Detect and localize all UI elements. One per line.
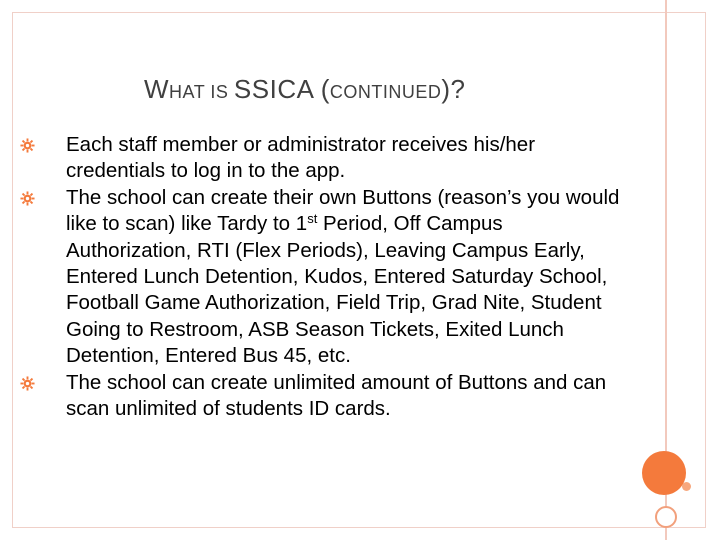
- decorative-circle-small: [655, 506, 677, 528]
- bullet-item: [20, 132, 620, 185]
- bullet-text-before: The school can create their own Buttons (reason’s you would like to scan) like Tardy to 1: [66, 185, 620, 236]
- gear-sun-icon: [20, 376, 35, 391]
- bullet-superscript: st: [307, 211, 318, 227]
- decorative-circle-large: [642, 451, 686, 495]
- bullet-item: [20, 370, 620, 423]
- bullet-text-after: Period, Off Campus Authorization, RTI (Flex Periods), Leaving Campus Early, Entered Lunch Detention, Kudos, Entered Saturday School, Football Game Authorization, Field Trip, Grad Nite, Student Going to Restroom, ASB Season Tickets, Exited Lunch Detention, Entered Bus 45, etc.: [66, 212, 608, 368]
- gear-sun-icon: [20, 138, 35, 153]
- decorative-circle-dot: [682, 482, 691, 491]
- bullet-item: [20, 185, 620, 370]
- bullet-text: The school can create unlimited amount of Buttons and can scan unlimited of students ID cards.: [66, 370, 607, 421]
- bullet-list: [20, 132, 620, 422]
- bullet-text: Each staff member or administrator receives his/her credentials to log in to the app.: [66, 133, 536, 183]
- gear-sun-icon: [20, 191, 35, 206]
- slide-title: WHAT IS SSICA (CONTINUED)?: [144, 74, 466, 104]
